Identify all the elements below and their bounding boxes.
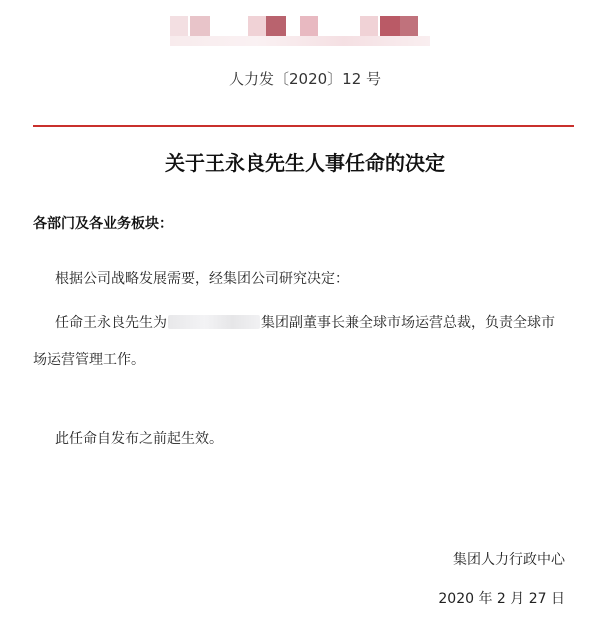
document-title: 关于王永良先生人事任命的决定 [165, 151, 445, 175]
redaction-block [170, 16, 188, 36]
paragraph-appointment [55, 312, 555, 332]
redaction-block [190, 16, 210, 36]
paragraph-decision-basis: 根据公司战略发展需要，经集团公司研究决定： [55, 271, 349, 287]
redaction-block [170, 36, 430, 46]
redacted-company-name [168, 315, 260, 329]
redaction-block [380, 16, 400, 36]
paragraph-effective: 此任命自发布之前起生效。 [55, 431, 223, 447]
redaction-block [266, 16, 286, 36]
red-divider [33, 125, 574, 127]
addressee: 各部门及各业务板块： [33, 216, 173, 232]
redaction-block [248, 16, 266, 36]
redacted-letterhead [170, 16, 430, 46]
issue-date: 2020 年 2 月 27 日 [438, 591, 565, 607]
redaction-block [400, 16, 418, 36]
appointment-text-start: 任命王永良先生为 [55, 315, 167, 331]
document-number: 人力发〔2020〕12 号 [228, 70, 382, 88]
issuer-signature: 集团人力行政中心 [453, 552, 565, 568]
paragraph-appointment-continued: 场运营管理工作。 [33, 352, 145, 368]
appointment-text-end: 集团副董事长兼全球市场运营总裁，负责全球市 [261, 315, 555, 331]
redaction-block [300, 16, 318, 36]
redaction-block [360, 16, 378, 36]
